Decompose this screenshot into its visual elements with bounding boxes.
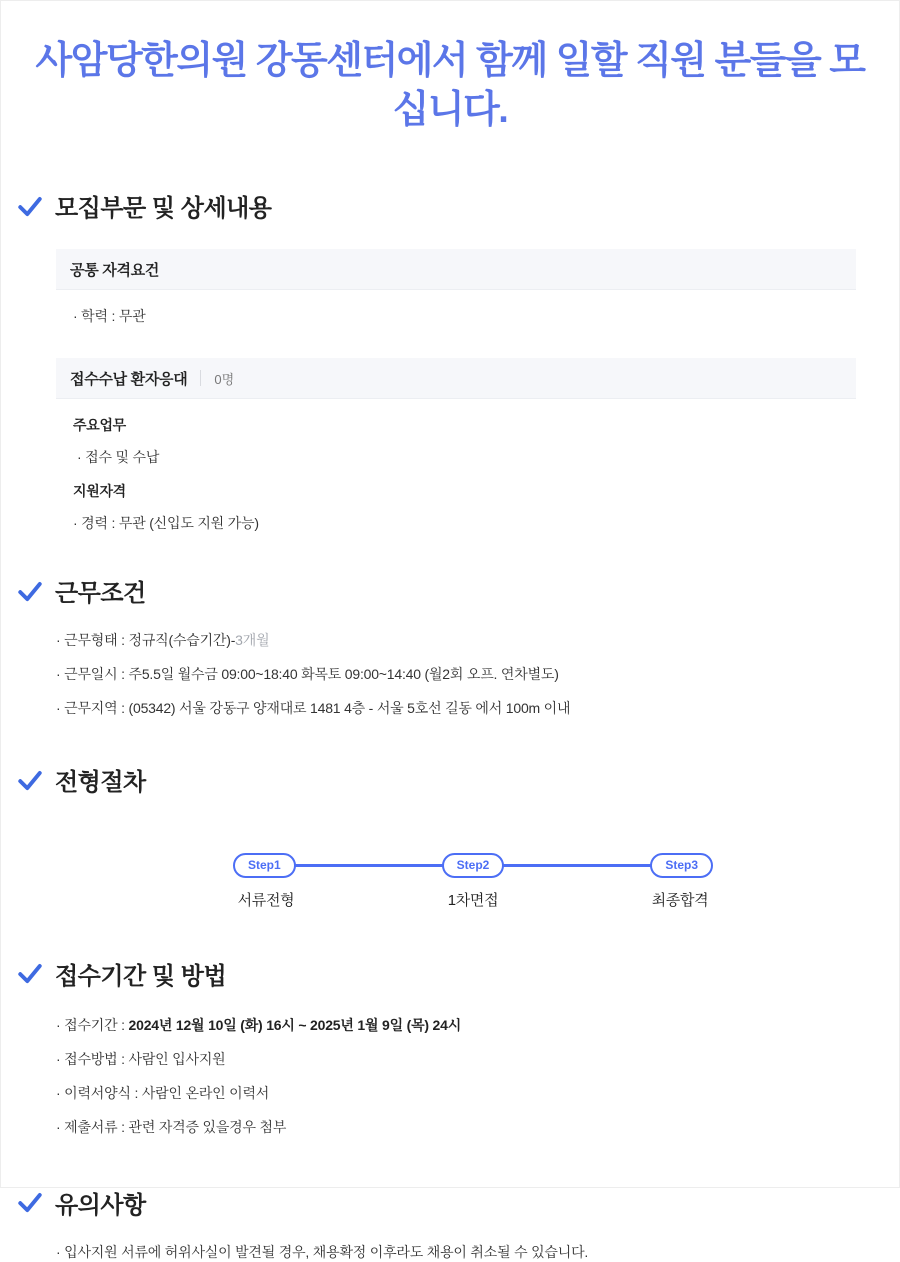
apply-period-item (56, 1015, 899, 1035)
bar-title: 공통 자격요건 (70, 261, 160, 279)
step-1-badge: Step1 (233, 853, 296, 877)
position-bar (56, 358, 856, 399)
check-icon (17, 767, 43, 793)
page-title: 사암당한의원 강동센터에서 함께 일할 직원 분들을 모십니다. (35, 40, 865, 131)
section-notice-heading (17, 1185, 899, 1220)
qualification-label: 지원자격 (73, 483, 126, 500)
step-3-label: 최종합격 (651, 891, 709, 909)
work-type-item (56, 630, 899, 650)
position-title: 접수수납 환자응대 (70, 370, 188, 388)
work-location-item: · 근무지역 : (05342) 서울 강동구 양재대로 1481 4층 - 서울 5호선 길동 에서 100m 이내 (56, 700, 571, 717)
section-recruit-heading (17, 188, 899, 223)
work-schedule-item: · 근무일시 : 주5.5일 월수금 09:00~18:40 화목토 09:00~14:40 (월2회 오프. 연차별도) (56, 666, 559, 683)
duty-label: 주요업무 (73, 417, 126, 434)
section-title: 근무조건 (55, 580, 146, 608)
check-icon (17, 578, 43, 604)
work-type-text: · 근무형태 : 정규직(수습기간)- (56, 632, 236, 649)
step-connector (293, 864, 445, 867)
check-icon (17, 193, 43, 219)
section-apply-heading (17, 956, 899, 991)
step-3-badge: Step3 (650, 853, 713, 877)
process-stepper (233, 853, 713, 877)
section-title: 모집부문 및 상세내용 (55, 195, 272, 223)
notice-item: · 입사지원 서류에 허위사실이 발견될 경우, 채용확정 이후라도 채용이 취소될 수 있습니다. (56, 1243, 589, 1260)
common-requirements-bar (56, 249, 856, 290)
check-icon (17, 960, 43, 986)
apply-resume-item: · 이력서양식 : 사람인 온라인 이력서 (56, 1084, 270, 1101)
duty-item: · 접수 및 수납 (77, 449, 160, 466)
step-2-badge: Step2 (442, 853, 505, 877)
section-process-heading (17, 762, 899, 797)
check-icon (17, 1189, 43, 1215)
divider (200, 370, 201, 386)
step-2-label: 1차면접 (447, 891, 499, 909)
apply-method-item: · 접수방법 : 사람인 입사지원 (56, 1050, 226, 1067)
process-step-labels (216, 889, 730, 910)
apply-period-value: 2024년 12월 10일 (화) 16시 ~ 2025년 1월 9일 (목) 24시 (128, 1016, 462, 1033)
section-work-heading (17, 573, 899, 608)
probation-period: 3개월 (235, 632, 270, 649)
section-title: 접수기간 및 방법 (55, 962, 227, 990)
step-1-label: 서류전형 (237, 891, 295, 909)
section-title: 유의사항 (55, 1191, 146, 1219)
apply-documents-item: · 제출서류 : 관련 자격증 있을경우 첨부 (56, 1118, 287, 1135)
headcount-badge: 0명 (214, 371, 235, 387)
section-title: 전형절차 (55, 769, 146, 797)
apply-period-label: · 접수기간 : (56, 1016, 129, 1033)
qualification-item: · 경력 : 무관 (신입도 지원 가능) (73, 515, 259, 532)
step-connector (501, 864, 653, 867)
common-education-item: · 학력 : 무관 (73, 308, 146, 325)
